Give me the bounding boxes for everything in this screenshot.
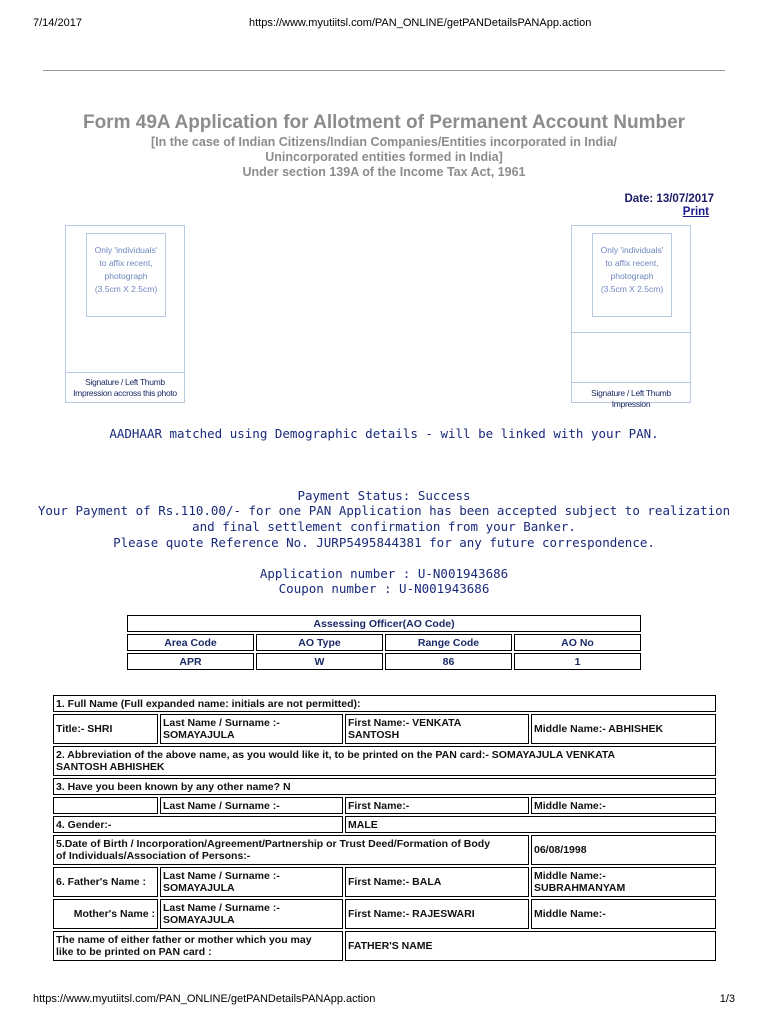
first-name-value: SANTOSH [348, 729, 400, 741]
dob-label-line1: 5.Date of Birth / Incorporation/Agreement/Partnership or Trust Deed/Formation of Body [56, 838, 491, 850]
photo-area-left [86, 233, 166, 317]
aadhaar-message: AADHAAR matched using Demographic details - will be linked with your PAN. [109, 426, 659, 441]
last-name-cell [160, 714, 343, 744]
ao-value-ao-no: 1 [514, 653, 641, 670]
form-title: Form 49A Application for Allotment of Permanent Account Number [82, 112, 686, 133]
father-middle-name-value: SUBRAHMANYAM [534, 882, 626, 894]
abbreviation-line1: 2. Abbreviation of the above name, as you would like it, to be printed on the PAN card:- SOMAYAJULA VENKATA [56, 749, 616, 761]
abbreviation-line2: SANTOSH ABHISHEK [56, 761, 165, 773]
father-last-name-value: SOMAYAJULA [163, 882, 235, 894]
ao-value-ao-type: W [256, 653, 383, 670]
first-name-label: First Name:- VENKATA [348, 717, 462, 729]
ao-value-range-code: 86 [385, 653, 512, 670]
application-number: Application number : U-N001943686 [259, 566, 509, 581]
photo-note-line3: photograph [610, 271, 654, 281]
mother-last-name-cell [160, 899, 343, 929]
mother-name-label: Mother's Name : [53, 899, 158, 929]
signature-line-left [66, 372, 184, 373]
print-link[interactable]: Print [682, 206, 709, 218]
title-cell: Title:- SHRI [53, 714, 158, 744]
ao-header-ao-type: AO Type [256, 634, 383, 651]
footer-url: https://www.myutiitsl.com/PAN_ONLINE/getPANDetailsPANApp.action [33, 993, 376, 1005]
father-name-label: 6. Father's Name : [53, 867, 158, 897]
print-parent-name-line2: like to be printed on PAN card : [56, 946, 212, 958]
mother-first-name: First Name:- RAJESWARI [345, 899, 529, 929]
photo-note-line1: Only 'individuals' [600, 245, 664, 255]
father-middle-name-label: Middle Name:- [534, 870, 606, 882]
ao-header-range-code: Range Code [385, 634, 512, 651]
last-name-label: Last Name / Surname :- [163, 717, 280, 729]
alias-title-cell [53, 797, 158, 814]
dob-label-line2: of Individuals/Association of Persons:- [56, 850, 251, 862]
photo-note-line2: to affix recent, [605, 258, 659, 268]
dob-value: 06/08/1998 [531, 835, 716, 865]
signature-caption-right: Signature / Left Thumb Impression [591, 388, 671, 409]
last-name-value: SOMAYAJULA [163, 729, 235, 741]
ao-value-area-code: APR [127, 653, 254, 670]
alias-last-name: Last Name / Surname :- [160, 797, 343, 814]
other-name-question: 3. Have you been known by any other name? N [53, 778, 716, 795]
payment-status: Payment Status: Success [297, 488, 471, 503]
signature-line-right [572, 382, 690, 383]
photo-note-line1: Only 'individuals' [94, 245, 158, 255]
print-parent-name-value: FATHER'S NAME [345, 931, 716, 961]
form-subtitle-2: Unincorporated entities formed in India] [265, 150, 503, 164]
applicant-details-table [51, 693, 718, 963]
ao-table-title: Assessing Officer(AO Code) [127, 615, 641, 632]
first-name-cell [345, 714, 529, 744]
father-last-name-cell [160, 867, 343, 897]
father-first-name: First Name:- BALA [345, 867, 529, 897]
coupon-number: Coupon number : U-N001943686 [278, 581, 490, 596]
middle-name-cell: Middle Name:- ABHISHEK [531, 714, 716, 744]
photo-note-line4: (3.5cm X 2.5cm) [94, 284, 158, 294]
ao-header-area-code: Area Code [127, 634, 254, 651]
photo-note-line2: to affix recent, [99, 258, 153, 268]
gender-value: MALE [345, 816, 716, 833]
payment-message-1: Your Payment of Rs.110.00/- for one PAN Application has been accepted subject to realization [37, 503, 731, 518]
top-divider [43, 70, 725, 71]
header-url: https://www.myutiitsl.com/PAN_ONLINE/getPANDetailsPANApp.action [249, 17, 592, 29]
father-middle-name-cell [531, 867, 716, 897]
footer-page-number: 1/3 [719, 993, 735, 1005]
payment-message-2: and final settlement confirmation from your Banker. [192, 519, 576, 534]
father-last-name-label: Last Name / Surname :- [163, 870, 280, 882]
photo-note-line3: photograph [104, 271, 148, 281]
header-date: 7/14/2017 [33, 17, 82, 29]
mother-last-name-label: Last Name / Surname :- [163, 902, 280, 914]
application-date: Date: 13/07/2017 [624, 193, 714, 205]
mother-last-name-value: SOMAYAJULA [163, 914, 235, 926]
alias-first-name: First Name:- [345, 797, 529, 814]
signature-caption-left-2: Impression accross this photo [73, 388, 177, 398]
abbreviation-cell [53, 746, 716, 776]
dob-label-cell [53, 835, 529, 865]
form-subtitle-3: Under section 139A of the Income Tax Act, 1961 [242, 165, 526, 179]
print-parent-name-line1: The name of either father or mother which you may [56, 934, 312, 946]
photo-box-left [65, 225, 185, 403]
photo-area-right [592, 233, 672, 317]
mother-middle-name: Middle Name:- [531, 899, 716, 929]
signature-caption-left-1: Signature / Left Thumb [85, 377, 165, 387]
photo-box-right [571, 225, 691, 409]
alias-middle-name: Middle Name:- [531, 797, 716, 814]
form-subtitle-1: [In the case of Indian Citizens/Indian Companies/Entities incorporated in India/ [150, 135, 618, 149]
photo-divider-right [572, 332, 690, 333]
print-parent-name-label [53, 931, 343, 961]
ao-header-ao-no: AO No [514, 634, 641, 651]
reference-message: Please quote Reference No. JURP5495844381 for any future correspondence. [113, 535, 655, 550]
ao-code-table [125, 613, 643, 672]
gender-label: 4. Gender:- [53, 816, 343, 833]
full-name-heading: 1. Full Name (Full expanded name: initials are not permitted): [53, 695, 716, 712]
photo-note-line4: (3.5cm X 2.5cm) [600, 284, 664, 294]
